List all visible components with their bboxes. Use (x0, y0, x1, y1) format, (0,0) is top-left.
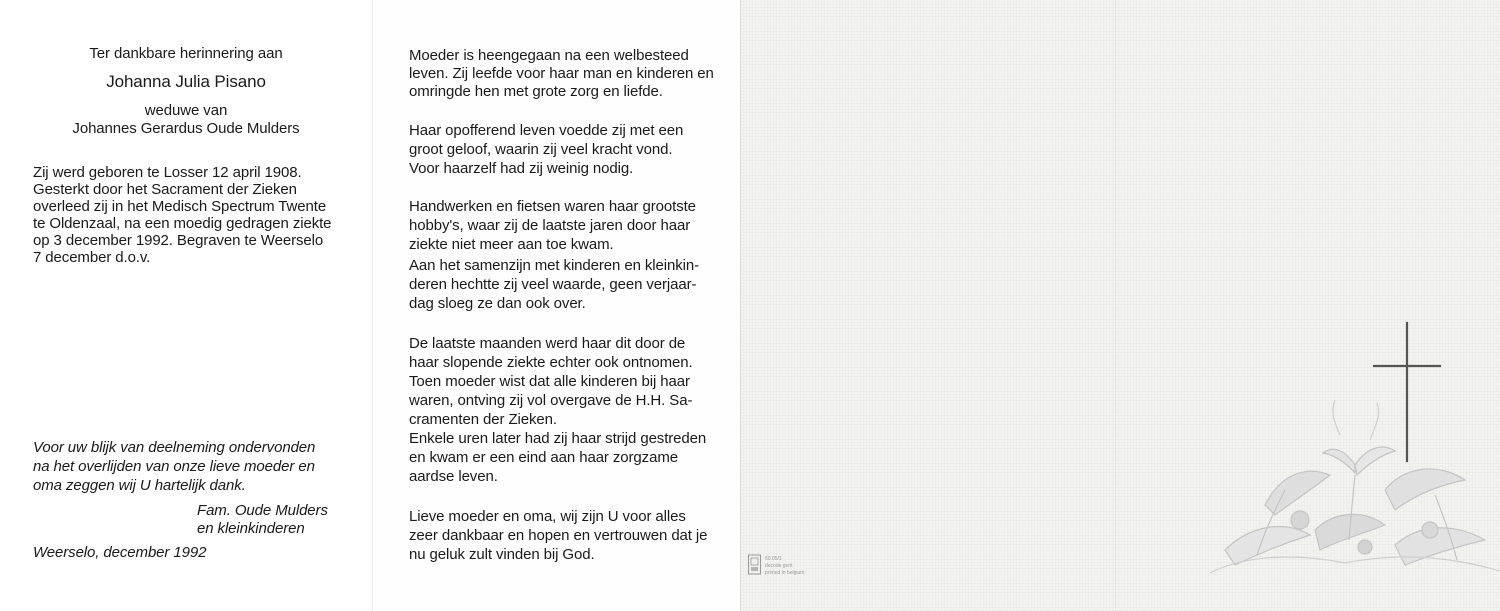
text-line: Aan het samenzijn met kinderen en kleinkin- (409, 257, 700, 274)
text-line: Toen moeder wist dat alle kinderen bij haar (409, 373, 690, 390)
bio-line: Zij werd geboren te Losser 12 april 1908. (33, 164, 302, 181)
fold-line (372, 0, 373, 611)
bio-line: Gesterkt door het Sacrament der Zieken (33, 181, 297, 198)
text-line: Enkele uren later had zij haar strijd gestreden (409, 430, 707, 447)
bio-line: 7 december d.o.v. (33, 249, 151, 266)
spouse-name: Johannes Gerardus Oude Mulders (72, 120, 300, 137)
text-line: deren hechtte zij veel waarde, geen verjaar- (409, 276, 697, 293)
memorial-heading: Ter dankbare herinnering aan (89, 45, 283, 62)
text-line: Moeder is heengegaan na een welbesteed (409, 47, 689, 64)
signature-line: Fam. Oude Mulders (197, 502, 328, 519)
text-line: omringde hen met grote zorg en liefde. (409, 83, 663, 100)
cross-icon (1374, 323, 1440, 461)
text-line: cramenten der Zieken. (409, 411, 557, 428)
thanks-line: na het overlijden van onze lieve moeder en (33, 458, 315, 475)
printer-mark-text: decode gent (765, 563, 793, 569)
text-line: Lieve moeder en oma, wij zijn U voor alles (409, 508, 686, 525)
deceased-name: Johanna Julia Pisano (106, 72, 266, 91)
bio-line: op 3 december 1992. Begraven te Weerselo (33, 232, 324, 249)
text-line: De laatste maanden werd haar dit door de (409, 335, 686, 352)
text-line: Voor haarzelf had zij weinig nodig. (409, 160, 634, 177)
thanks-line: oma zeggen wij U hartelijk dank. (33, 477, 246, 494)
text-line: zeer dankbaar en hopen en vertrouwen dat je (409, 527, 708, 544)
signature-line: en kleinkinderen (197, 520, 305, 537)
widow-of-label: weduwe van (144, 102, 228, 119)
text-line: dag sloeg ze dan ook over. (409, 295, 586, 312)
text-line: leven. Zij leefde voor haar man en kinderen en (409, 65, 714, 82)
cross-with-flowers-illustration (1205, 315, 1500, 585)
text-line: Haar opofferend leven voedde zij met een (409, 122, 684, 139)
fold-line (740, 0, 741, 611)
place-date: Weerselo, december 1992 (33, 544, 207, 561)
text-line: groot geloof, waarin zij veel kracht vond. (409, 141, 673, 158)
text-line: nu geluk zult vinden bij God. (409, 546, 595, 563)
printer-mark-text: 60.05/1 (765, 556, 782, 562)
thanks-line: Voor uw blijk van deelneming ondervonden (33, 439, 316, 456)
fold-line (1115, 0, 1116, 611)
text-line: en kwam er een eind aan haar zorgzame (409, 449, 678, 466)
flowers-icon (1210, 400, 1500, 573)
text-line: ziekte niet meer aan toe kwam. (409, 236, 614, 253)
text-line: Handwerken en fietsen waren haar grootste (409, 198, 696, 215)
text-line: aardse leven. (409, 468, 498, 485)
text-line: hobby's, waar zij de laatste jaren door haar (409, 217, 691, 234)
text-line: waren, ontving zij vol overgave de H.H. Sa- (409, 392, 693, 409)
bio-line: te Oldenzaal, na een moedig gedragen ziekte (33, 215, 332, 232)
printer-mark-text: printed in belgium (765, 570, 805, 576)
text-line: haar slopende ziekte echter ook ontnomen. (409, 354, 693, 371)
bio-line: overleed zij in het Medisch Spectrum Twente (33, 198, 327, 215)
